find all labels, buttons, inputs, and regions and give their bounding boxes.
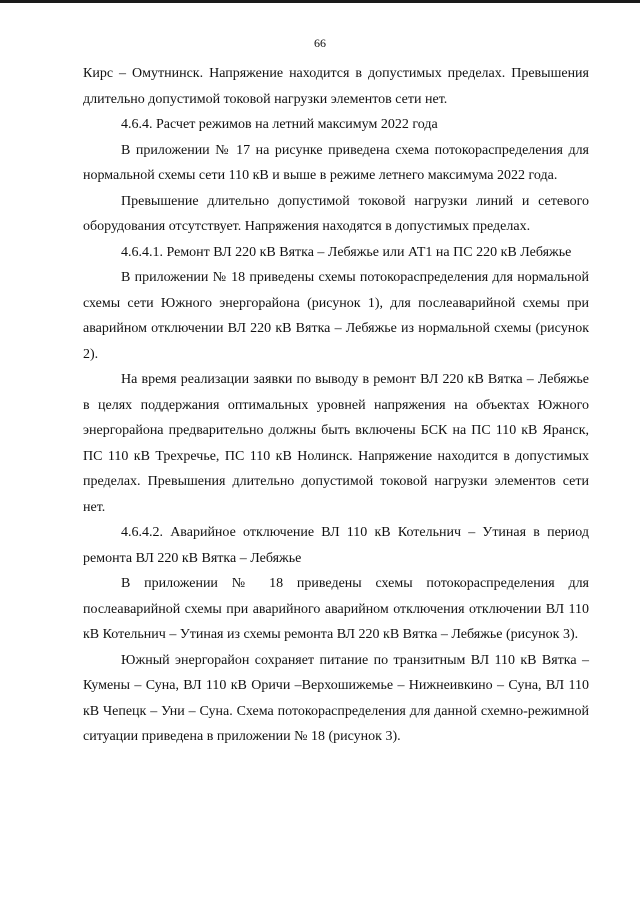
paragraph-repair-request: На время реализации заявки по выводу в ремонт ВЛ 220 кВ Вятка – Лебяжье в целях поддержания оптимальных уровней напряжения на объектах Южного энергорайона предварительно должны быть включены БСК на ПС 110 кВ Яранск, ПС 110 кВ Трехречье, ПС 110 кВ Нолинск. Напряжение находится в допустимых пределах. Превышения длительно допустимой токовой нагрузки элементов сети нет. [83,372,589,515]
section-heading-4-6-4-2: 4.6.4.2. Аварийное отключение ВЛ 110 кВ Котельнич – Утиная в период ремонта ВЛ 220 кВ Вятка – Лебяжье [83,525,589,566]
page-number: 66 [314,36,326,50]
section-heading-4-6-4: 4.6.4. Расчет режимов на летний максимум 2022 года [121,117,438,132]
paragraph-post-emergency: В приложении № 18 приведены схемы потокораспределения для послеаварийной схемы при аварийного аварийном отключения отключении ВЛ 110 кВ Котельнич – Утиная из схемы ремонта ВЛ 220 кВ Вятка – Лебяжье (рисунок 3). [83,576,589,642]
top-border-line [0,0,640,3]
paragraph-continuation: Кирс – Омутнинск. Напряжение находится в допустимых пределах. Превышения длительно допустимой токовой нагрузки элементов сети нет. [83,66,589,107]
paragraph-south-energy-district: Южный энергорайон сохраняет питание по транзитным ВЛ 110 кВ Вятка – Кумены – Суна, ВЛ 110 кВ Оричи –Верхошижемье – Нижнеивкино – Суна, ВЛ 110 кВ Чепецк – Уни – Суна. Схема потокораспределения для данной схемно-режимной ситуации приведена в приложении № 18 (рисунок 3). [83,652,589,744]
document-body [83,61,589,750]
section-heading-4-6-4-1: 4.6.4.1. Ремонт ВЛ 220 кВ Вятка – Лебяжье или АТ1 на ПС 220 кВ Лебяжье [121,244,572,260]
paragraph-appendix-18-schemes: В приложении № 18 приведены схемы потокораспределения для нормальной схемы сети Южного энергорайона (рисунок 1), для послеаварийной схемы при аварийном отключении ВЛ 220 кВ Вятка – Лебяжье из нормальной схемы (рисунок 2). [83,270,589,362]
paragraph-no-overload: Превышение длительно допустимой токовой нагрузки линий и сетевого оборудования отсутствует. Напряжения находятся в допустимых пределах. [83,193,589,234]
paragraph-appendix-17: В приложении № 17 на рисунке приведена схема потокораспределения для нормальной схемы сети 110 кВ и выше в режиме летнего максимума 2022 года. [83,142,589,183]
